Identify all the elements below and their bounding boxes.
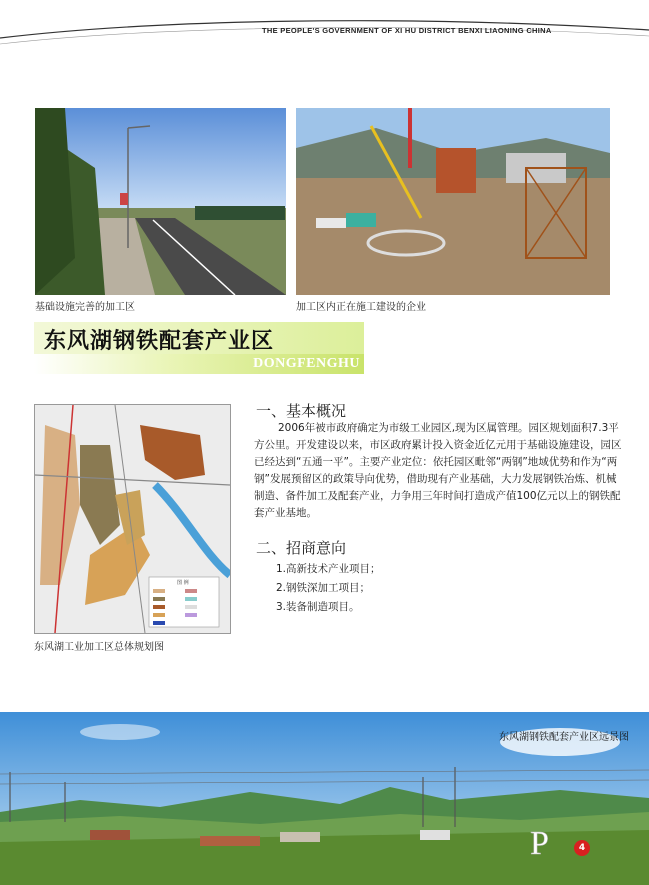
section-title-band [34, 322, 364, 374]
investment-item: 3.装备制造项目。 [276, 601, 360, 613]
photo-construction [296, 108, 610, 295]
header-title: THE PEOPLE'S GOVERNMENT OF XI HU DISTRICT BENXI LIAONING CHINA [262, 26, 552, 35]
investment-item: 1.高新技术产业项目； [276, 563, 381, 575]
map-caption: 东风湖工业加工区总体规划图 [34, 642, 164, 653]
photo-infrastructure [35, 108, 286, 295]
section-basic-overview-heading: 一、基本概况 [256, 402, 347, 420]
investment-item: 2.钢铁深加工项目； [276, 582, 371, 594]
page-letter: P [530, 825, 549, 862]
page-title-en: DONGFENGHU [253, 356, 360, 371]
map-legend-title: 图 例 [177, 580, 189, 586]
photo-infrastructure-caption: 基础设施完善的加工区 [35, 302, 135, 313]
page-title: 东风湖钢铁配套产业区 [44, 329, 275, 354]
section-investment-heading: 二、招商意向 [256, 539, 347, 557]
photo-construction-caption: 加工区内正在施工建设的企业 [296, 302, 426, 313]
page-number: 4 [574, 840, 590, 856]
planning-map [34, 404, 231, 634]
section-basic-overview-body: 2006年被市政府确定为市级工业园区,现为区属管理。园区规划面积7.3平方公里。开发建设以来，市区政府累计投入资金近亿元用于基础设施建设，园区已经达到“五通一平”。主要产业定位：依托园区毗邻“两钢”地域优势和作为“两钢”发展预留区的政策导向优势，借助现有产业基础，大力发展钢铁冶炼、机械制造、备件加工及配套产业，力争用三年时间打造成产值100亿元以上的钢铁配套产业基地。 [254, 422, 622, 519]
panorama-caption: 东风湖钢铁配套产业区远景图 [499, 732, 629, 743]
page-letter-mark [526, 822, 566, 862]
